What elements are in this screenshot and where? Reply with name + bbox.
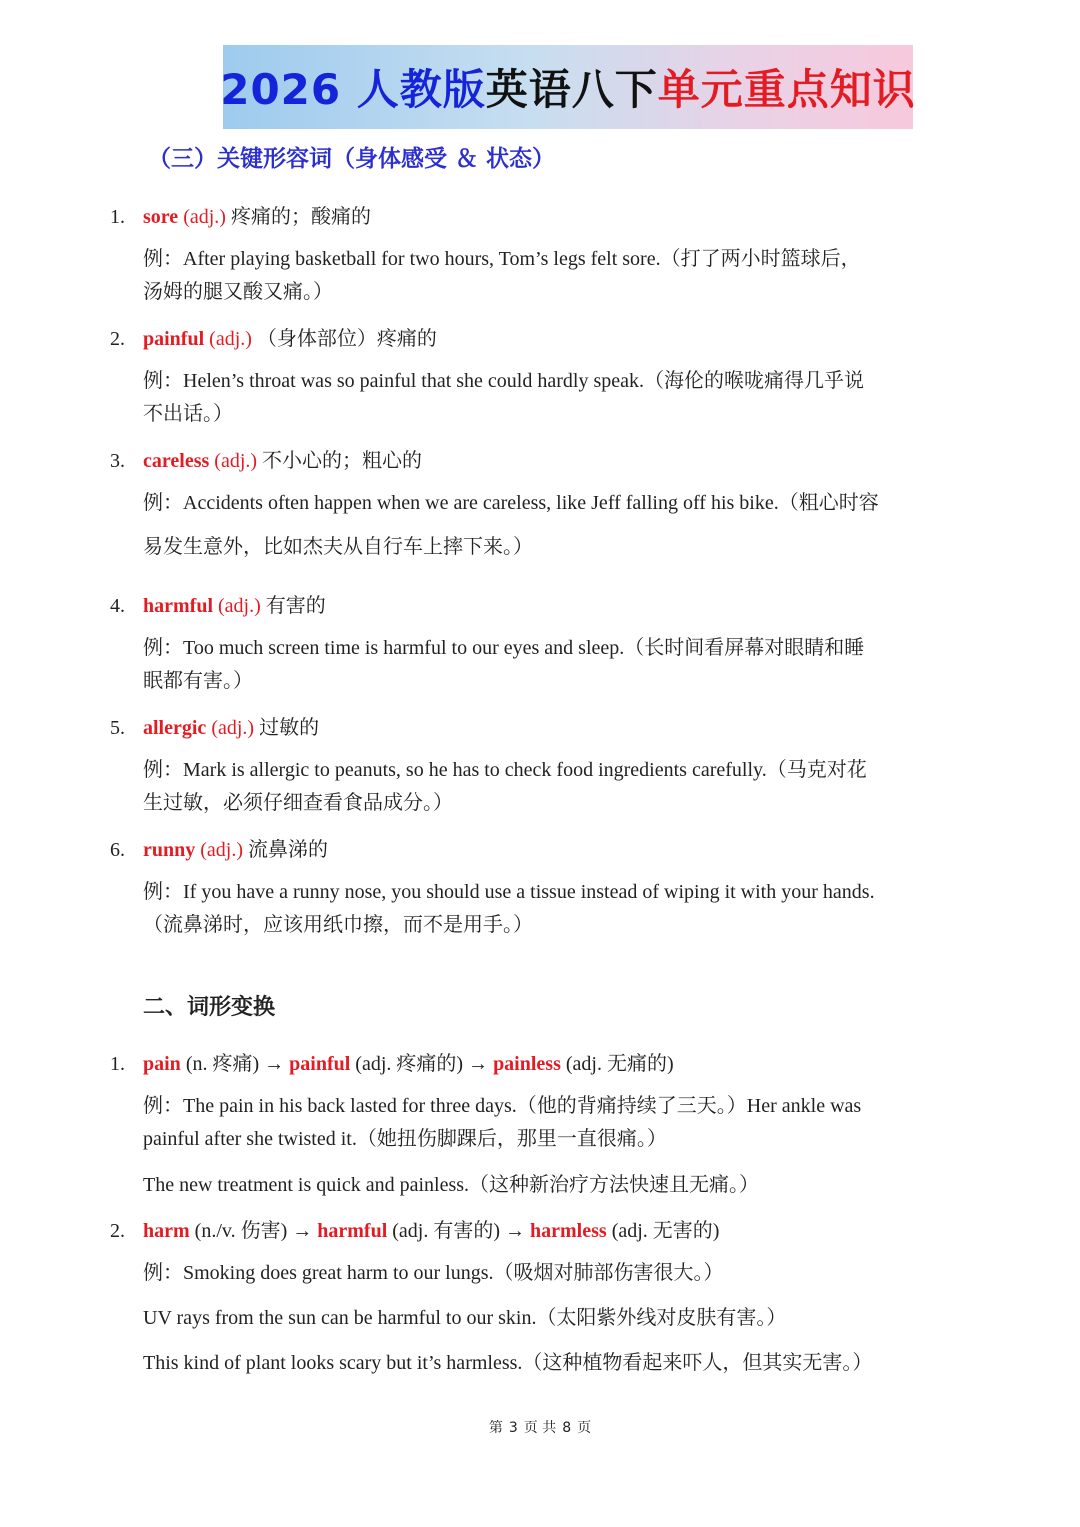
example-line: （流鼻涕时，应该用纸巾擦，而不是用手。）	[143, 914, 533, 936]
footer-middle: 页 共	[523, 1420, 557, 1436]
example-line: 汤姆的腿又酸又痛。）	[143, 281, 333, 303]
example-line: 例：After playing basketball for two hours, Tom’s legs felt sore.（打了两小时篮球后，	[143, 248, 861, 270]
word-form-chain	[143, 1048, 674, 1081]
meaning: 有害的	[265, 595, 326, 617]
headword: sore	[143, 206, 179, 228]
example-line: painful after she twisted it.（她扭伤脚踝后，那里一直很痛。）	[143, 1128, 667, 1150]
section-title: （三）关键形容词（身体感受 ＆ 状态）	[148, 146, 556, 172]
example-line: 例：Mark is allergic to peanuts, so he has to check food ingredients carefully.（马克对花	[143, 759, 867, 781]
form-word: harmful	[317, 1220, 388, 1242]
part-of-speech: (adj.)	[218, 595, 261, 617]
adjective-heading	[143, 590, 326, 623]
meaning: 不小心的；粗心的	[262, 450, 423, 472]
meaning: 疼痛的；酸痛的	[230, 206, 371, 228]
example-line: 易发生意外，比如杰夫从自行车上摔下来。）	[143, 536, 533, 558]
form-desc: (n. 疼痛) →	[180, 1053, 290, 1075]
title-banner	[220, 45, 916, 129]
banner-part-1: 2026 人教版	[220, 65, 486, 114]
footer-prefix: 第	[488, 1420, 503, 1436]
part-of-speech: (adj.)	[214, 450, 258, 472]
adjective-heading	[143, 323, 437, 356]
banner-part-3: 单元重点知识	[657, 65, 916, 114]
section-2-title: 二、词形变换	[143, 995, 276, 1020]
form-desc: (adj. 无痛的)	[560, 1053, 674, 1075]
footer-suffix: 页	[577, 1420, 592, 1436]
part-of-speech: (adj.)	[183, 206, 226, 228]
meaning: （身体部位）疼痛的	[256, 328, 437, 350]
adjective-heading	[143, 834, 328, 867]
form-word: harmless	[530, 1220, 607, 1242]
example-line: 例：Accidents often happen when we are careless, like Jeff falling off his bike.（粗心时容	[143, 492, 879, 514]
item-number: 1.	[110, 206, 125, 228]
form-word: harm	[143, 1220, 190, 1242]
example-line: 例：The pain in his back lasted for three days.（他的背痛持续了三天。）Her ankle was	[143, 1095, 862, 1117]
part-of-speech: (adj.)	[211, 717, 255, 739]
page-total: 8	[562, 1420, 572, 1436]
page-footer	[0, 1417, 1080, 1437]
banner-part-2: 英语八下	[485, 65, 658, 114]
adjective-heading	[143, 445, 422, 478]
item-number: 1.	[110, 1053, 125, 1075]
example-line: UV rays from the sun can be harmful to our skin.（太阳紫外线对皮肤有害。）	[143, 1307, 787, 1329]
form-word: painless	[493, 1053, 561, 1075]
item-number: 3.	[110, 450, 125, 472]
part-of-speech: (adj.)	[209, 328, 252, 350]
example-line: 例：Helen’s throat was so painful that she could hardly speak.（海伦的喉咙痛得几乎说	[143, 370, 864, 392]
headword: runny	[143, 839, 196, 861]
form-desc: (adj. 疼痛的) →	[350, 1053, 494, 1075]
example-line: This kind of plant looks scary but it’s harmless.（这种植物看起来吓人，但其实无害。）	[143, 1352, 873, 1374]
example-line: 生过敏，必须仔细查看食品成分。）	[143, 792, 453, 814]
form-desc: (n./v. 伤害) →	[189, 1220, 318, 1242]
form-word: painful	[289, 1053, 351, 1075]
meaning: 过敏的	[259, 717, 320, 739]
form-word: pain	[143, 1053, 181, 1075]
adjective-heading	[143, 201, 371, 234]
word-form-chain	[143, 1215, 719, 1248]
headword: harmful	[143, 595, 213, 617]
item-number: 2.	[110, 328, 125, 350]
form-desc: (adj. 无害的)	[606, 1220, 720, 1242]
headword: allergic	[143, 717, 207, 739]
example-line: The new treatment is quick and painless.（这种新治疗方法快速且无痛。）	[143, 1174, 760, 1196]
item-number: 4.	[110, 595, 125, 617]
meaning: 流鼻涕的	[248, 839, 329, 861]
headword: painful	[143, 328, 205, 350]
item-number: 5.	[110, 717, 125, 739]
example-line: 例：Smoking does great harm to our lungs.（吸烟对肺部伤害很大。）	[143, 1262, 724, 1284]
item-number: 6.	[110, 839, 125, 861]
example-line: 眠都有害。）	[143, 670, 253, 692]
form-desc: (adj. 有害的) →	[387, 1220, 531, 1242]
adjective-heading	[143, 712, 319, 745]
headword: careless	[143, 450, 210, 472]
example-line: 例：If you have a runny nose, you should use a tissue instead of wiping it with your hands.	[143, 881, 875, 903]
part-of-speech: (adj.)	[200, 839, 244, 861]
page-number: 3	[508, 1420, 518, 1436]
item-number: 2.	[110, 1220, 125, 1242]
example-line: 不出话。）	[143, 403, 233, 425]
example-line: 例：Too much screen time is harmful to our eyes and sleep.（长时间看屏幕对眼睛和睡	[143, 637, 865, 659]
